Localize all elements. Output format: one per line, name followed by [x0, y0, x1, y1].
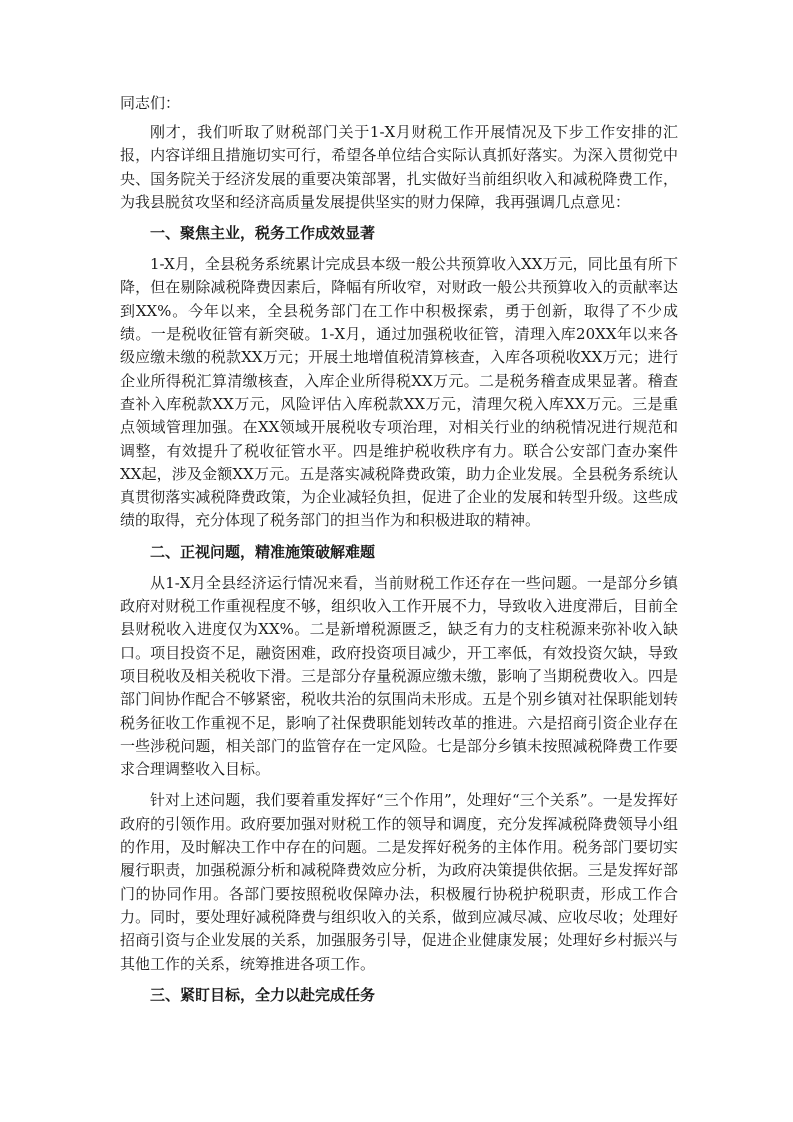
section-1-heading: 一、聚焦主业，税务工作成效显著: [150, 224, 376, 243]
document-page: [120, 92, 678, 1015]
section-3-heading: 三、紧盯目标，全力以赴完成任务: [150, 985, 376, 1004]
section-1-paragraph: 1-X月，全县税务系统累计完成县本级一般公共预算收入XX万元，同比虽有所下降，但在剔除减税降费因素后，降幅有所收窄，对财政一般公共预算收入的贡献率达到XX%。今年以来，全县税务部门在工作中积极探索，勇于创新，取得了不少成绩。一是税收征管有新突破。1-X月，通过加强税收征管，清理入库20XX年以来各级应缴未缴的税款XX万元；开展土地增值税清算核查，入库各项税收XX万元；进行企业所得税汇算清缴核查，入库企业所得税XX万元。二是税务稽查成果显著。稽查查补入库税款XX万元，风险评估入库税款XX万元，清理欠税入库XX万元。三是重点领域管理加强。在XX领域开展税收专项治理，对相关行业的纳税情况进行规范和调整，有效提升了税收征管水平。四是维护税收秩序有力。联合公安部门查办案件XX起，涉及金额XX万元。五是落实减税降费政策，助力企业发展。全县税务系统认真贯彻落实减税降费政策，为企业减轻负担，促进了企业的发展和转型升级。这些成绩的取得，充分体现了税务部门的担当作为和积极进取的精神。: [120, 255, 678, 530]
intro-paragraph: 刚才，我们听取了财税部门关于1-X月财税工作开展情况及下步工作安排的汇报，内容详细且措施切实可行，希望各单位结合实际认真抓好落实。为深入贯彻党中央、国务院关于经济发展的重要决策部署，扎实做好当前组织收入和减税降费工作，为我县脱贫攻坚和经济高质量发展提供坚实的财力保障，我再强调几点意见：: [120, 123, 678, 211]
section-2-paragraph-1: 从1-X月全县经济运行情况来看，当前财税工作还存在一些问题。一是部分乡镇政府对财税工作重视程度不够，组织收入工作开展不力，导致收入进度滞后，目前全县财税收入进度仅为XX%。二是新增税源匮乏，缺乏有力的支柱税源来弥补收入缺口。项目投资不足，融资困难，政府投资项目减少，开工率低，有效投资欠缺，导致项目税收及相关税收下滑。三是部分存量税源应缴未缴，影响了当期税费收入。四是部门间协作配合不够紧密，税收共治的氛围尚未形成。五是个别乡镇对社保职能划转税务征收工作重视不足，影响了社保费职能划转改革的推进。六是招商引资企业存在一些涉税问题，相关部门的监管存在一定风险。七是部分乡镇未按照减税降费工作要求合理调整收入目标。: [120, 573, 678, 779]
section-2-paragraph-2: 针对上述问题，我们要着重发挥好“三个作用”，处理好“三个关系”。一是发挥好政府的引领作用。政府要加强对财税工作的领导和调度，充分发挥减税降费领导小组的作用，及时解决工作中存在的问题。二是发挥好税务的主体作用。税务部门要切实履行职责，加强税源分析和减税降费效应分析，为政府决策提供依据。三是发挥好部门的协同作用。各部门要按照税收保障办法，积极履行协税护税职责，形成工作合力。同时，要处理好减税降费与组织收入的关系，做到应减尽减、应收尽收；处理好招商引资与企业发展的关系，加强服务引导，促进企业健康发展；处理好乡村振兴与其他工作的关系，统筹推进各项工作。: [120, 791, 678, 973]
greeting: 同志们：: [120, 94, 181, 112]
section-2-heading: 二、正视问题，精准施策破解难题: [150, 542, 376, 561]
